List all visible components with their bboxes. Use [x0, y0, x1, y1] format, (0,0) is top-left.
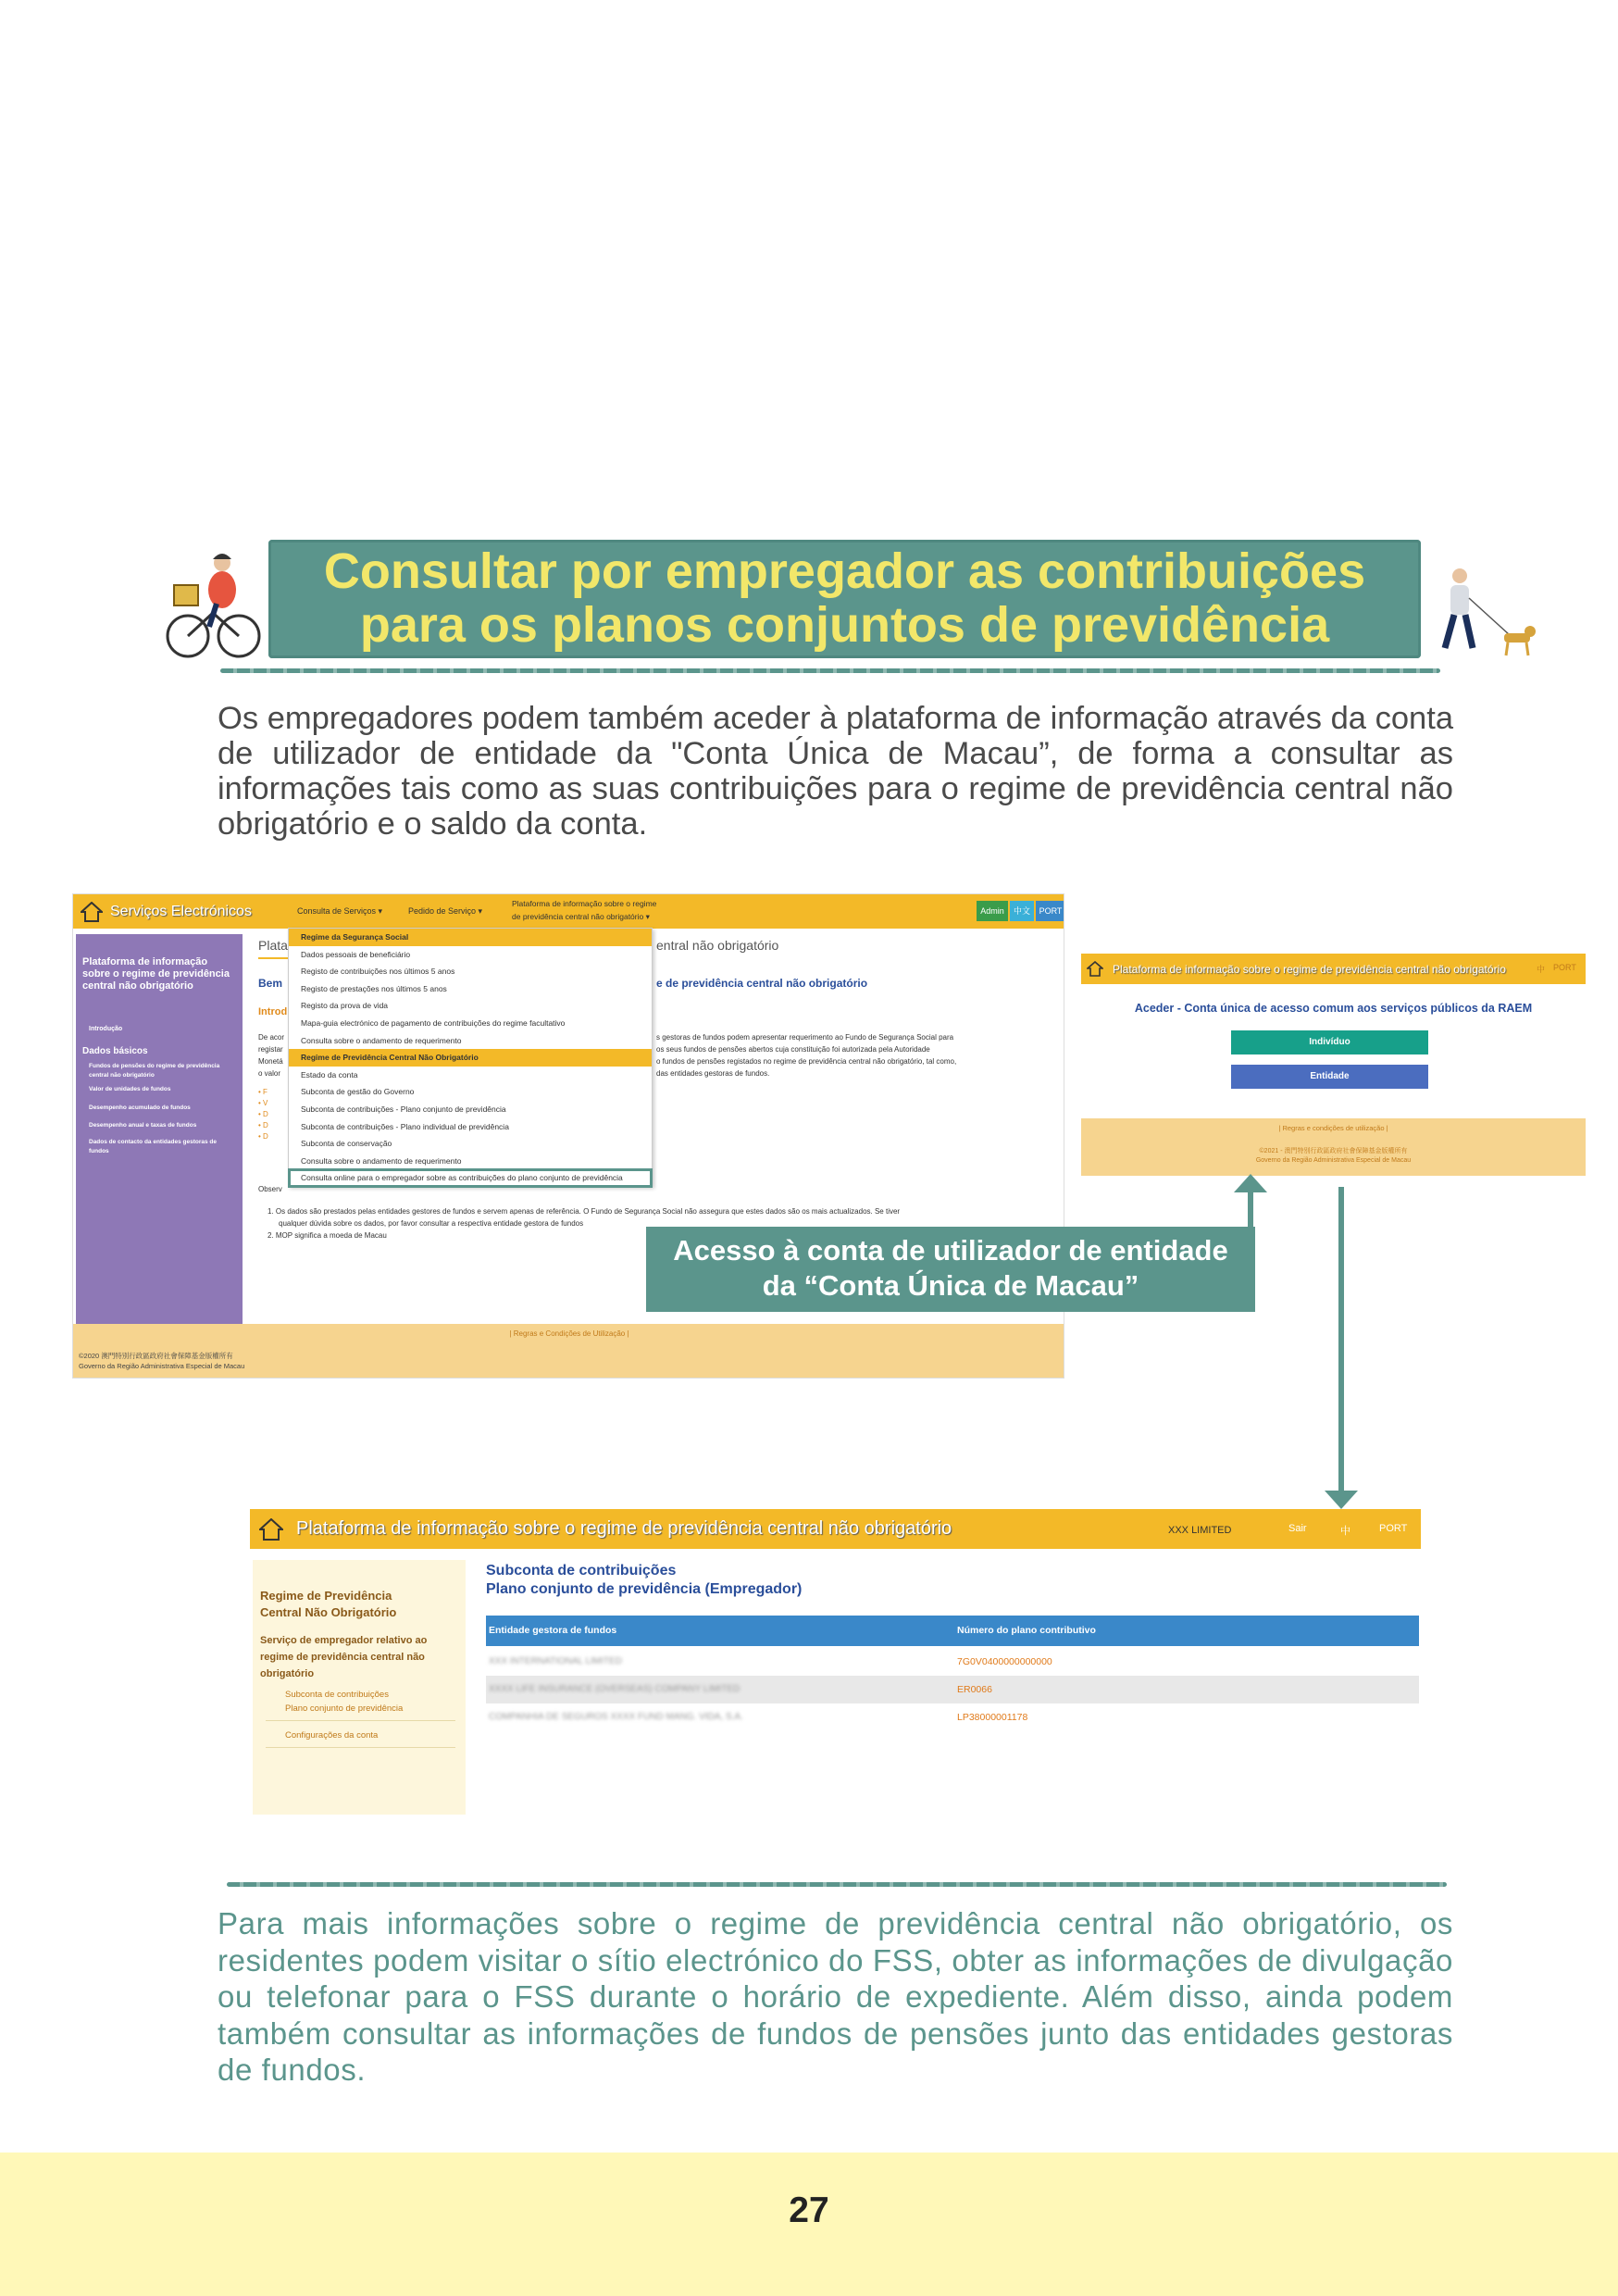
para-left-line: De acor [258, 1033, 285, 1042]
company-name: XXX LIMITED [1168, 1525, 1232, 1536]
employer-header-title: Plataforma de informação sobre o regime de previdência central não obrigatório [296, 1518, 952, 1539]
services-dropdown [288, 928, 653, 1187]
main-title-2: Plano conjunto de previdência (Empregador) [486, 1581, 803, 1597]
dropdown-item[interactable]: Registo de contribuições nos últimos 5 anos [301, 967, 455, 977]
note-1: 1. Os dados são prestados pelas entidades gestores de fundos e servem apenas de referência. O Fundo de Segurança Social não assegura que estes dados são os mais actualizados. Se tiver [268, 1207, 901, 1216]
menu-pedido[interactable]: Pedido de Serviço ▾ [408, 906, 483, 916]
lang-zh-button[interactable]: 中文 [1010, 901, 1034, 921]
para-right-line: das entidades gestoras de fundos. [656, 1069, 770, 1078]
bottom-divider [227, 1882, 1447, 1887]
heading-right: entral não obrigatório [656, 938, 779, 953]
lang-pt-link[interactable]: PORT [1379, 1523, 1408, 1534]
table-row[interactable] [486, 1703, 1419, 1731]
side-title-line: Central Não Obrigatório [260, 1605, 397, 1619]
para-right-line: os seus fundos de pensões abertos cuja constituição foi autorizada pela Autoridade [656, 1045, 930, 1054]
lang-zh-link[interactable]: 中 [1537, 965, 1546, 974]
sidebar-item-desempenho-anual[interactable]: Desempenho anual e taxas de fundos [89, 1122, 197, 1129]
side-link-plano[interactable]: Plano conjunto de previdência [285, 1703, 404, 1714]
arrow-up-head-icon [1234, 1174, 1267, 1192]
intro-paragraph: Os empregadores podem também aceder à plataforma de informação através da conta de utilizador de entidade da "Conta Única de Macau”, de forma a consultar as informações tais como as suas contribuições para o regime de previdência central não obrigatório e o saldo da conta. [218, 701, 1453, 842]
dropdown-item[interactable]: Regime da Segurança Social [289, 929, 652, 946]
lang-pt-link[interactable]: PORT [1553, 963, 1576, 972]
subheading-partial: Bem [258, 977, 283, 990]
menu-plataforma-2[interactable]: de previdência central não obrigatório ▾ [512, 912, 650, 921]
para-right [656, 1031, 956, 1079]
macau-logo-icon [1087, 961, 1103, 977]
plan-number[interactable]: ER0066 [957, 1684, 992, 1695]
side-title-line: Regime de Previdência [260, 1589, 392, 1603]
para-left-line: o valor [258, 1069, 281, 1078]
sidebar-item-contacto[interactable]: Dados de contacto da entidades gestoras de fundos [89, 1139, 217, 1154]
footer-link[interactable]: | Regras e Condições de Utilização | [509, 1329, 629, 1338]
dropdown-item[interactable]: Estado da conta [301, 1069, 358, 1079]
table-row[interactable] [486, 1648, 1419, 1676]
sidebar-item-fundos[interactable]: Fundos de pensões do regime de previdência central não obrigatório [89, 1063, 220, 1079]
side-title [260, 1588, 396, 1621]
macau-logo-icon [81, 902, 103, 922]
subheading-right: e de previdência central não obrigatório [656, 977, 868, 990]
dropdown-item[interactable]: Mapa-guia electrónico de pagamento de contribuições do regime facultativo [301, 1017, 566, 1028]
col-plan-header: Número do plano contributivo [957, 1625, 1096, 1636]
dropdown-item[interactable]: Dados pessoais de beneficiário [301, 949, 411, 959]
logout-link[interactable]: Sair [1288, 1523, 1307, 1534]
login-footer [1081, 1118, 1586, 1176]
heading-underline [258, 957, 290, 959]
dropdown-item[interactable]: Consulta sobre o andamento de requerimento [301, 1035, 462, 1045]
portal-footer [73, 1324, 1064, 1379]
dropdown-item[interactable]: Regime de Previdência Central Não Obrigatório [289, 1049, 652, 1067]
dropdown-item[interactable]: Registo da prova de vida [301, 1001, 389, 1011]
side-subtitle-line: Serviço de empregador relativo ao [260, 1635, 428, 1646]
sidebar-item-desempenho-acumulado[interactable]: Desempenho acumulado de fundos [89, 1104, 191, 1111]
screenshot-login [1081, 954, 1586, 1176]
para-right-line: o fundos de pensões registados no regime de previdência central não obrigatório, tal como, [656, 1057, 957, 1066]
macau-logo-icon [259, 1518, 283, 1541]
side-divider [266, 1720, 455, 1721]
side-link-configuracoes[interactable]: Configurações da conta [285, 1730, 379, 1741]
intro-heading: Introd [258, 1006, 288, 1017]
entity-name-blurred: COMPANHIA DE SEGUROS XXXX FUND MANG. VIDA, S.A. [489, 1712, 743, 1722]
para-left-line: registar [258, 1045, 283, 1054]
menu-consulta[interactable]: Consulta de Serviços ▾ [297, 906, 383, 916]
dropdown-item-highlighted[interactable]: Consulta online para o empregador sobre as contribuições do plano conjunto de previdência [289, 1169, 652, 1187]
dropdown-item[interactable]: Subconta de contribuições - Plano individual de previdência [301, 1121, 509, 1131]
arrow-down-line [1338, 1187, 1344, 1492]
individuo-button[interactable]: Indivíduo [1231, 1030, 1428, 1054]
admin-button[interactable]: Admin [977, 901, 1008, 921]
login-footer-gov: Governo da Região Administrativa Especial de Macau [1255, 1157, 1412, 1164]
arrow-up-line [1248, 1187, 1253, 1229]
para-left-line: Monetá [258, 1057, 283, 1066]
page-title [268, 544, 1421, 652]
dropdown-item[interactable]: Registo de prestações nos últimos 5 anos [301, 983, 447, 993]
page-number: 27 [789, 2190, 829, 2230]
footer-gov: Governo da Região Administrativa Especial de Macau [79, 1362, 245, 1370]
arrow-down-head-icon [1325, 1491, 1358, 1509]
side-subtitle [260, 1632, 427, 1682]
side-subtitle-line: obrigatório [260, 1668, 315, 1679]
title-line-1: Consultar por empregador as contribuições [323, 543, 1366, 599]
para-left [258, 1031, 284, 1079]
person-walking-dog-icon [1430, 567, 1541, 667]
callout-line-2: da “Conta Única de Macau” [762, 1269, 1139, 1302]
note-2: 2. MOP significa a moeda de Macau [268, 1231, 387, 1240]
side-subtitle-line: regime de previdência central não [260, 1652, 425, 1663]
lang-zh-link[interactable]: 中 [1340, 1526, 1350, 1537]
side-divider [266, 1747, 455, 1748]
title-divider [220, 668, 1440, 673]
dropdown-item[interactable]: Subconta de contribuições - Plano conjunto de previdência [301, 1104, 506, 1114]
entity-name-blurred: XXXX LIFE INSURANCE (OVERSEAS) COMPANY LIMITED [489, 1684, 741, 1694]
heading-partial: Plata [258, 938, 288, 953]
employer-sidebar [253, 1560, 466, 1815]
dropdown-item[interactable]: Subconta de gestão do Governo [301, 1087, 415, 1097]
para-right-line: s gestoras de fundos podem apresentar requerimento ao Fundo de Segurança Social para [656, 1033, 954, 1042]
sidebar [76, 934, 243, 1324]
dropdown-item[interactable]: Subconta de conservação [301, 1139, 392, 1149]
lang-pt-button[interactable]: PORT [1036, 901, 1064, 921]
obs-label: Observ [258, 1185, 282, 1193]
note-1b: qualquer dúvida sobre os dados, por favor consultar a respectiva entidade gestora de fundos [279, 1219, 584, 1228]
side-link-subconta[interactable]: Subconta de contribuições [285, 1690, 389, 1700]
entity-name-blurred: XXX INTERNATIONAL LIMITED [489, 1656, 622, 1666]
table-row[interactable] [486, 1676, 1419, 1703]
login-footer-link[interactable]: | Regras e condições de utilização | [1278, 1124, 1388, 1132]
entidade-button[interactable]: Entidade [1231, 1065, 1428, 1089]
login-footer-copyright: ©2021 - 澳門特別行政區政府社會保障基金版權所有 [1259, 1148, 1408, 1154]
access-title: Aceder - Conta única de acesso comum aos serviços públicos da RAEM [1134, 1002, 1533, 1015]
plan-number[interactable]: 7G0V0400000000000 [957, 1656, 1052, 1667]
dropdown-item[interactable]: Consulta sobre o andamento de requerimento [301, 1155, 462, 1166]
bullet-list: • F • V • D • D • D [258, 1088, 268, 1141]
sidebar-item-dados-basicos[interactable]: Dados básicos [82, 1046, 148, 1056]
sidebar-title: Plataforma de informação sobre o regime de previdência central não obrigatório [82, 956, 230, 992]
login-header-title: Plataforma de informação sobre o regime de previdência central não obrigatório [1113, 963, 1506, 976]
main-title-1: Subconta de contribuições [486, 1563, 677, 1578]
plan-number[interactable]: LP38000001178 [957, 1712, 1028, 1723]
title-line-2: para os planos conjuntos de previdência [359, 597, 1330, 653]
callout-line-1: Acesso à conta de utilizador de entidade [673, 1234, 1228, 1267]
sidebar-item-valor[interactable]: Valor de unidades de fundos [89, 1086, 171, 1092]
sidebar-item-introducao[interactable]: Introdução [89, 1026, 123, 1032]
footer-copyright: ©2020 澳門特別行政區政府社會保障基金版權所有 [79, 1352, 233, 1360]
screenshot-employer-account [250, 1509, 1421, 1815]
cyclist-illustration-icon [156, 548, 262, 659]
bottom-paragraph: Para mais informações sobre o regime de previdência central não obrigatório, os residentes podem visitar o sítio electrónico do FSS, obter as informações de divulgação ou telefonar para o FSS durante o horário de expediente. Além disso, ainda podem também consultar as informações de fundos de pensões junto das entidades gestoras de fundos. [218, 1906, 1453, 2087]
entity-access-callout [646, 1227, 1255, 1312]
portal-brand: Serviços Electrónicos [110, 904, 252, 919]
table-header [486, 1616, 1419, 1646]
col-entity-header: Entidade gestora de fundos [489, 1625, 617, 1636]
menu-plataforma-1[interactable]: Plataforma de informação sobre o regime [512, 899, 657, 908]
